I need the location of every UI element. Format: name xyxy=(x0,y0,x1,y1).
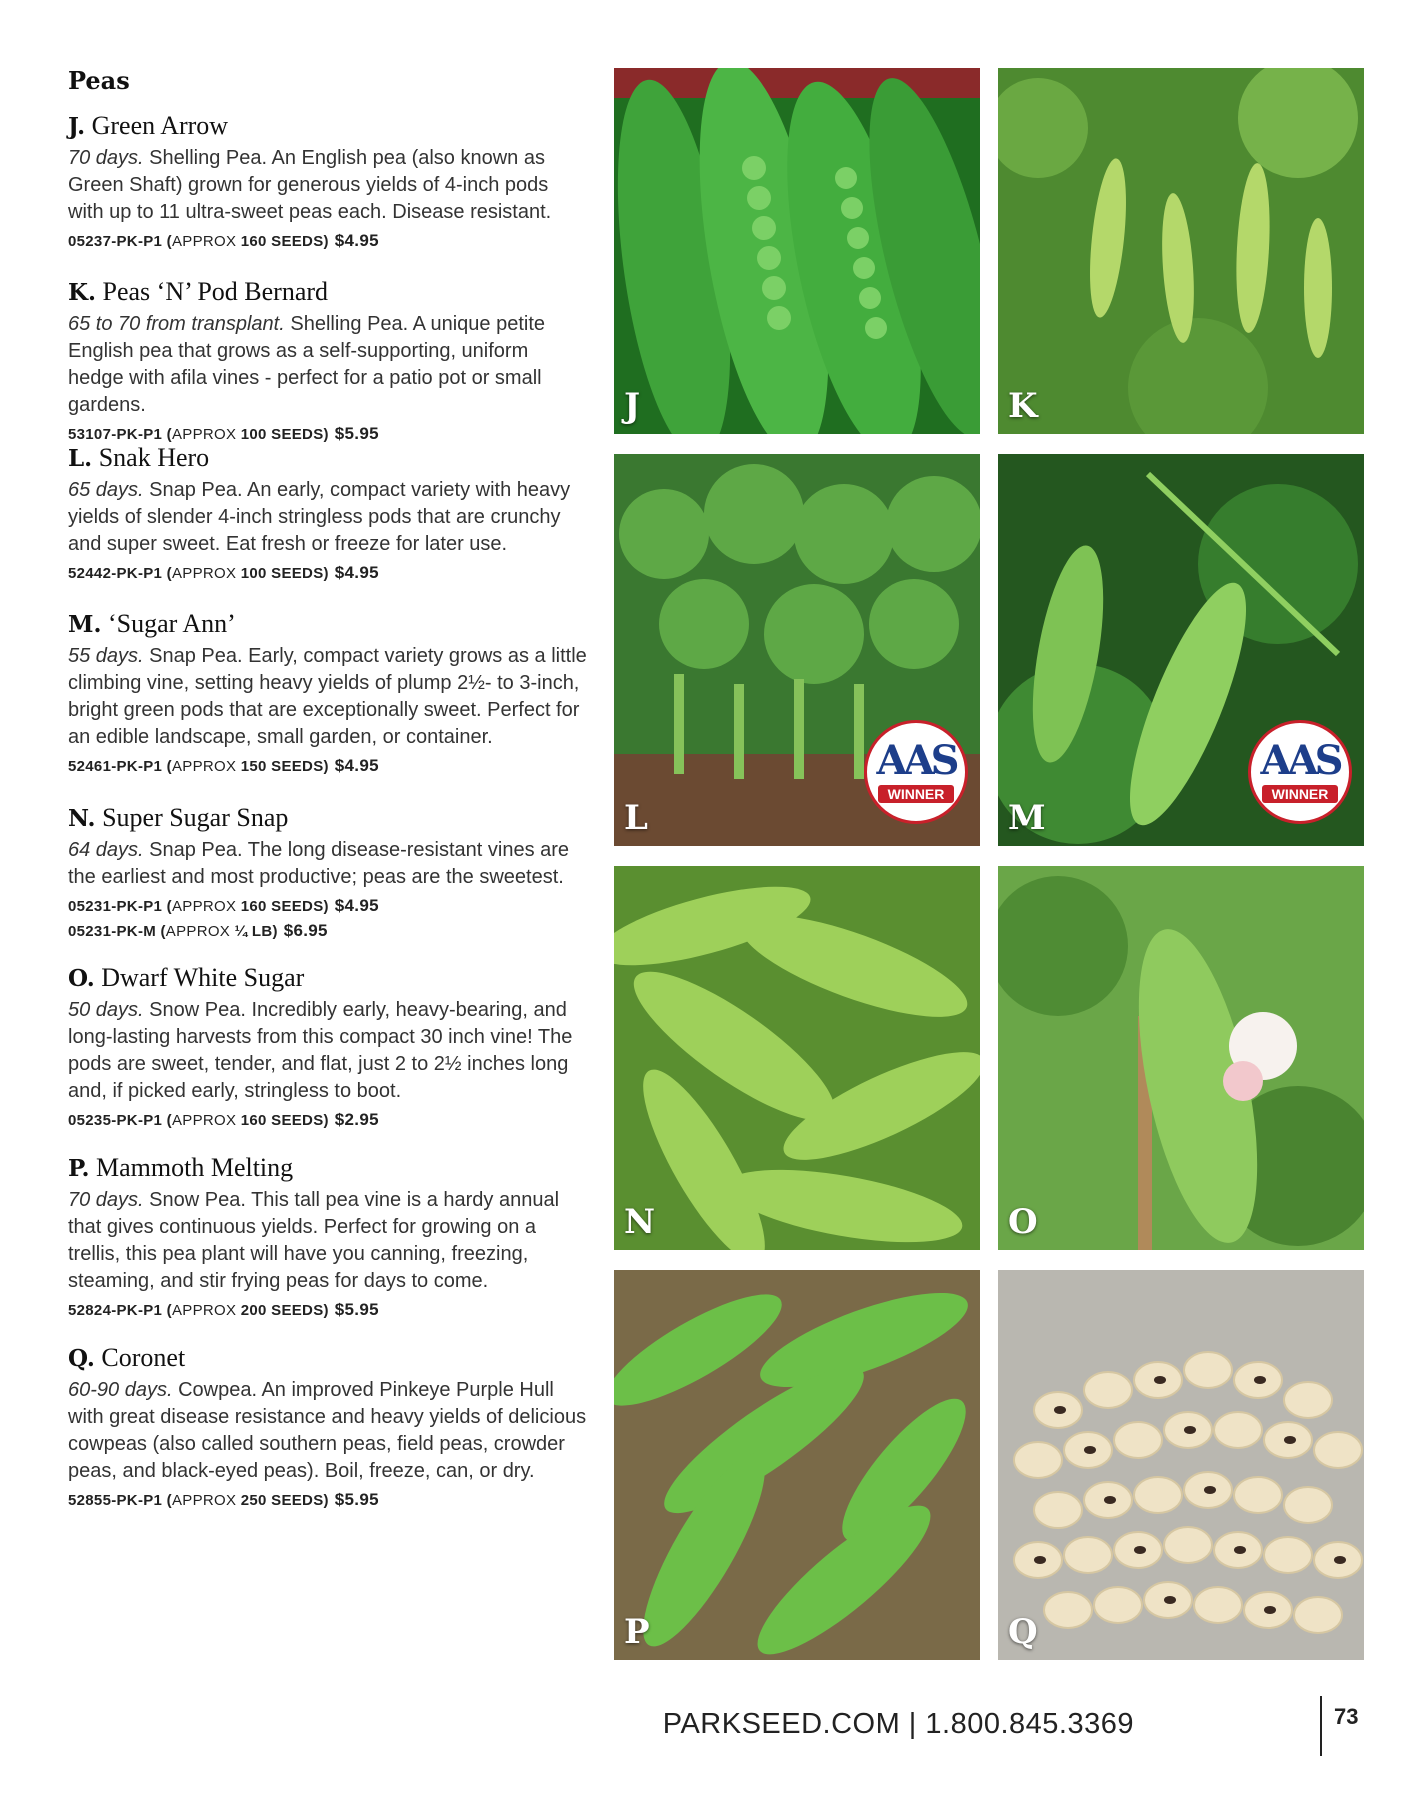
photo-label: O xyxy=(1008,1202,1038,1242)
sku-code: 05235-PK-P1 ( xyxy=(68,1112,172,1129)
sku-quantity: 100 SEEDS) xyxy=(236,565,329,582)
photo-p xyxy=(614,1270,980,1660)
photo-n xyxy=(614,866,980,1250)
sku-code: 05237-PK-P1 ( xyxy=(68,233,172,250)
product-description xyxy=(68,837,588,891)
product-title xyxy=(68,962,588,995)
footer-divider xyxy=(1320,1696,1322,1756)
product-title xyxy=(68,110,588,143)
sku-approx: APPROX xyxy=(165,923,231,940)
description-text: Shelling Pea. A unique petite English pea that grows as a self-supporting, uniform hedge with afila vines - perfect for a patio pot or small gardens. xyxy=(68,313,546,416)
product-description xyxy=(68,145,588,226)
product-entry-p xyxy=(68,1152,588,1323)
days-to-maturity: 70 days. xyxy=(68,147,144,169)
photo-q xyxy=(998,1270,1364,1660)
price: $5.95 xyxy=(334,1490,379,1509)
product-description xyxy=(68,643,588,751)
snow-pea-pods-illustration xyxy=(614,1270,980,1660)
photo-o xyxy=(998,866,1364,1250)
aas-winner-badge xyxy=(864,720,968,824)
sku-quantity: ¼ LB) xyxy=(230,923,278,940)
description-text: Snap Pea. The long disease-resistant vines are the earliest and most productive; peas are the sweetest. xyxy=(68,839,570,888)
sku-quantity: 100 SEEDS) xyxy=(236,426,329,443)
product-description xyxy=(68,997,588,1105)
price: $4.95 xyxy=(334,231,379,250)
photo-label: N xyxy=(624,1202,656,1242)
price: $5.95 xyxy=(334,424,379,443)
photo-label: L xyxy=(624,798,648,838)
sku-code: 53107-PK-P1 ( xyxy=(68,426,172,443)
days-to-maturity: 55 days. xyxy=(68,645,144,667)
photo-j xyxy=(614,68,980,434)
photo-label: P xyxy=(624,1612,650,1652)
sku-code: 52824-PK-P1 ( xyxy=(68,1302,172,1319)
sku-code: 52855-PK-P1 ( xyxy=(68,1492,172,1509)
product-letter: J. xyxy=(68,113,86,140)
sku-approx: APPROX xyxy=(171,233,237,250)
snow-pea-flower-illustration xyxy=(998,866,1364,1250)
product-title xyxy=(68,1152,588,1185)
product-entry-o xyxy=(68,962,588,1133)
sku-approx: APPROX xyxy=(171,898,237,915)
description-text: Shelling Pea. An English pea (also known as Green Shaft) grown for generous yields of 4-inch pods with up to 11 ultra-sweet peas each. Disease resistant. xyxy=(68,147,552,223)
product-description xyxy=(68,1377,588,1485)
product-description xyxy=(68,477,588,558)
description-text: Cowpea. An improved Pinkeye Purple Hull with great disease resistance and heavy yields of delicious cowpeas (also called southern peas, field peas, crowder peas, and black-eyed peas). Boil, freeze, can, or dry. xyxy=(68,1379,587,1482)
product-entry-q xyxy=(68,1342,588,1513)
product-name: Mammoth Melting xyxy=(96,1153,294,1182)
sku-code: 05231-PK-M ( xyxy=(68,923,166,940)
sku-code: 05231-PK-P1 ( xyxy=(68,898,172,915)
sugar-snap-pods-illustration xyxy=(614,866,980,1250)
sku-quantity: 250 SEEDS) xyxy=(236,1492,329,1509)
price: $4.95 xyxy=(334,563,379,582)
sku-approx: APPROX xyxy=(171,1302,237,1319)
product-description xyxy=(68,1187,588,1295)
sku-line xyxy=(68,894,588,919)
sku-code: 52461-PK-P1 ( xyxy=(68,758,172,775)
photo-label: Q xyxy=(1008,1612,1038,1652)
days-to-maturity: 65 days. xyxy=(68,479,144,501)
price: $4.95 xyxy=(334,756,379,775)
days-to-maturity: 70 days. xyxy=(68,1189,144,1211)
pea-pods-illustration xyxy=(614,68,980,434)
aas-mark: AAS xyxy=(876,737,956,784)
product-entry-n xyxy=(68,802,588,944)
product-name: Snak Hero xyxy=(98,443,210,472)
days-to-maturity: 60-90 days. xyxy=(68,1379,173,1401)
price: $2.95 xyxy=(334,1110,379,1129)
product-entry-j xyxy=(68,110,588,254)
days-to-maturity: 65 to 70 from transplant. xyxy=(68,313,285,335)
product-title xyxy=(68,1342,588,1375)
pea-vine-illustration xyxy=(998,68,1364,434)
sku-line xyxy=(68,754,588,779)
product-letter: K. xyxy=(68,279,96,306)
product-letter: L. xyxy=(68,445,93,472)
product-title xyxy=(68,442,588,475)
product-title xyxy=(68,802,588,835)
photo-label: M xyxy=(1008,798,1046,838)
sku-quantity: 150 SEEDS) xyxy=(236,758,329,775)
photo-k xyxy=(998,68,1364,434)
sku-line xyxy=(68,1488,588,1513)
product-title xyxy=(68,276,588,309)
sku-quantity: 160 SEEDS) xyxy=(236,898,329,915)
description-text: Snow Pea. This tall pea vine is a hardy annual that gives continuous yields. Perfect for growing on a trellis, this pea plant will have you canning, freezing, steaming, and stir frying peas for days to come. xyxy=(68,1189,560,1292)
product-name: ‘Sugar Ann’ xyxy=(107,609,236,638)
description-text: Snow Pea. Incredibly early, heavy-bearing, and long-lasting harvests from this compact 30 inch vine! The pods are sweet, tender, and flat, just 2 to 2½ inches long and, if picked early, stringless to boot. xyxy=(68,999,573,1102)
price: $6.95 xyxy=(283,921,328,940)
product-entry-m xyxy=(68,608,588,779)
sku-approx: APPROX xyxy=(171,565,237,582)
photo-l xyxy=(614,454,980,846)
product-letter: Q. xyxy=(68,1345,95,1372)
description-text: Snap Pea. Early, compact variety grows as a little climbing vine, setting heavy yields of plump 2½- to 3-inch, bright green pods that are exceptionally sweet. Perfect for an edible landscape, small garden, or container. xyxy=(68,645,587,748)
product-name: Coronet xyxy=(101,1343,186,1372)
product-entry-l xyxy=(68,442,588,586)
sku-line xyxy=(68,561,588,586)
sku-line xyxy=(68,919,588,944)
sku-approx: APPROX xyxy=(171,1492,237,1509)
price: $5.95 xyxy=(334,1300,379,1319)
sku-quantity: 200 SEEDS) xyxy=(236,1302,329,1319)
days-to-maturity: 50 days. xyxy=(68,999,144,1021)
aas-banner: WINNER xyxy=(878,785,955,803)
product-letter: O. xyxy=(68,965,95,992)
sku-approx: APPROX xyxy=(171,758,237,775)
aas-banner: WINNER xyxy=(1262,785,1339,803)
days-to-maturity: 64 days. xyxy=(68,839,144,861)
sku-code: 52442-PK-P1 ( xyxy=(68,565,172,582)
page-number: 73 xyxy=(1334,1704,1359,1729)
section-title: Peas xyxy=(68,66,130,95)
photo-label: J xyxy=(624,386,641,426)
aas-mark: AAS xyxy=(1260,737,1340,784)
sku-line xyxy=(68,229,588,254)
product-entry-k xyxy=(68,276,588,447)
footer-contact: PARKSEED.COM | 1.800.845.3369 xyxy=(662,1708,1134,1740)
photo-label: K xyxy=(1008,386,1038,426)
product-letter: N. xyxy=(68,805,96,832)
cowpeas-illustration xyxy=(998,1270,1364,1660)
photo-m xyxy=(998,454,1364,846)
sku-approx: APPROX xyxy=(171,426,237,443)
product-name: Super Sugar Snap xyxy=(102,803,289,832)
product-letter: M. xyxy=(68,611,102,638)
sku-quantity: 160 SEEDS) xyxy=(236,1112,329,1129)
sku-quantity: 160 SEEDS) xyxy=(236,233,329,250)
sku-line xyxy=(68,1298,588,1323)
product-letter: P. xyxy=(68,1155,90,1182)
description-text: Snap Pea. An early, compact variety with heavy yields of slender 4-inch stringless pods that are crunchy and super sweet. Eat fresh or freeze for later use. xyxy=(68,479,571,555)
product-name: Green Arrow xyxy=(91,111,229,140)
aas-winner-badge xyxy=(1248,720,1352,824)
sku-line xyxy=(68,1108,588,1133)
product-name: Dwarf White Sugar xyxy=(101,963,305,992)
price: $4.95 xyxy=(334,896,379,915)
sku-approx: APPROX xyxy=(171,1112,237,1129)
product-name: Peas ‘N’ Pod Bernard xyxy=(102,277,329,306)
product-description xyxy=(68,311,588,419)
product-title xyxy=(68,608,588,641)
